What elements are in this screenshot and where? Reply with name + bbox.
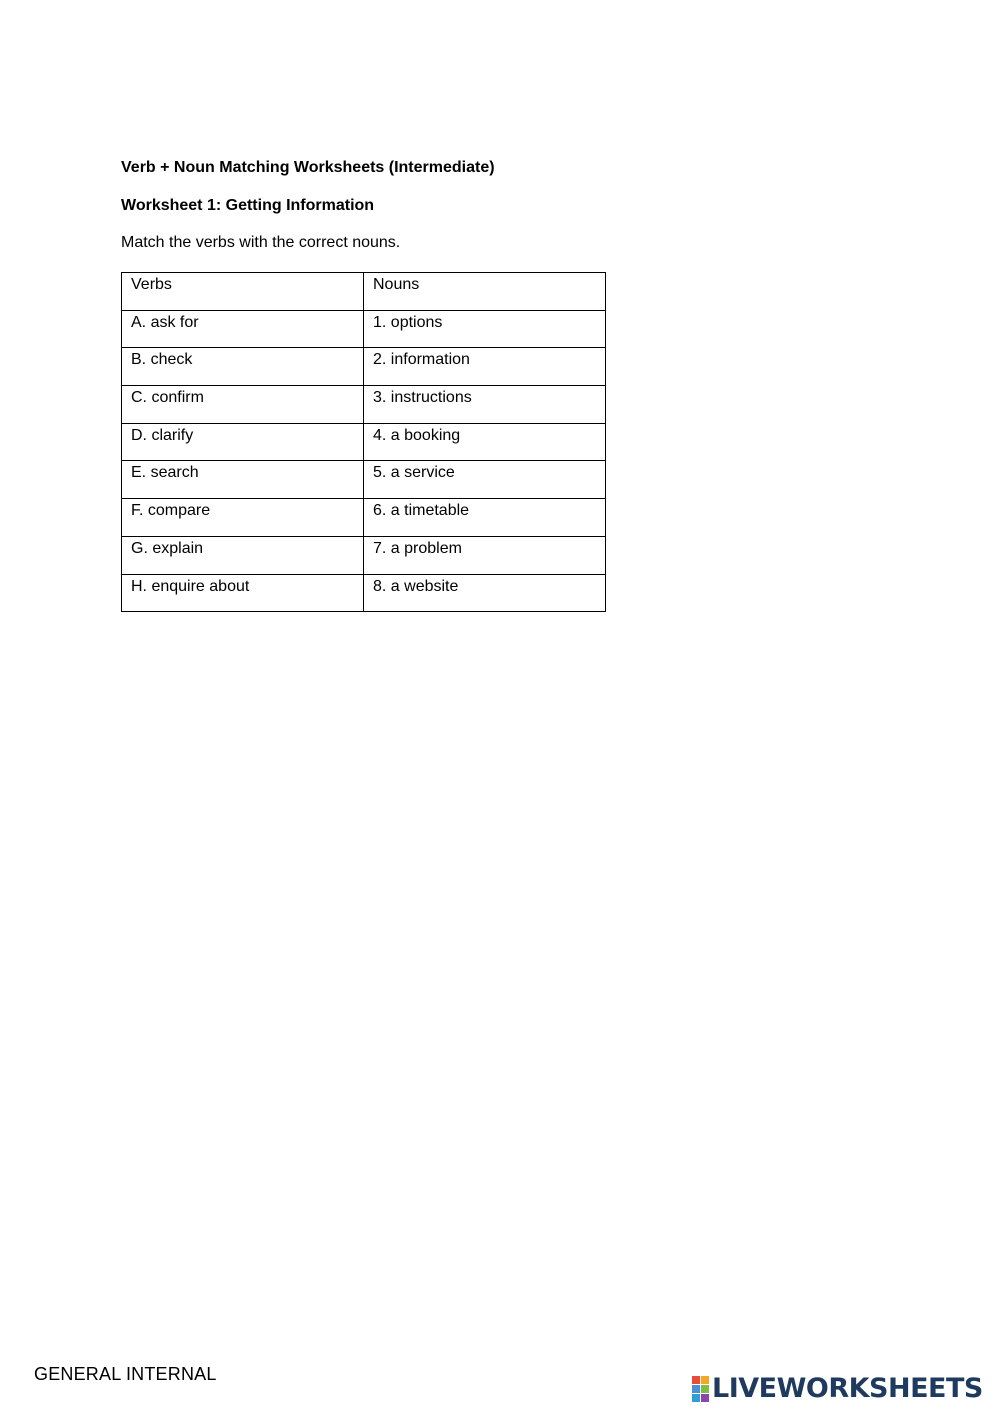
table-row <box>122 499 606 537</box>
logo-square <box>701 1376 709 1384</box>
verb-cell: F. compare <box>122 499 364 537</box>
matching-table <box>121 272 606 612</box>
logo-square <box>692 1394 700 1402</box>
logo-square <box>701 1385 709 1393</box>
noun-cell: 4. a booking <box>364 423 606 461</box>
verb-cell: H. enquire about <box>122 574 364 612</box>
table-row <box>122 310 606 348</box>
table-row <box>122 536 606 574</box>
logo-wordmark: LIVEWORKSHEETS <box>712 1373 983 1404</box>
noun-cell: 6. a timetable <box>364 499 606 537</box>
table-row <box>122 574 606 612</box>
logo-square <box>692 1385 700 1393</box>
classification-label: GENERAL INTERNAL <box>34 1364 217 1384</box>
liveworksheets-logo-icon <box>692 1376 709 1402</box>
noun-cell: 5. a service <box>364 461 606 499</box>
verb-cell: B. check <box>122 348 364 386</box>
instructions-text: Match the verbs with the correct nouns. <box>121 234 401 251</box>
table-header-row <box>122 273 606 311</box>
verb-cell: E. search <box>122 461 364 499</box>
verb-cell: C. confirm <box>122 386 364 424</box>
table-row <box>122 461 606 499</box>
noun-cell: 3. instructions <box>364 386 606 424</box>
header-nouns: Nouns <box>364 273 606 311</box>
noun-cell: 1. options <box>364 310 606 348</box>
worksheet-collection-title: Verb + Noun Matching Worksheets (Intermediate) <box>121 159 495 176</box>
liveworksheets-logo[interactable] <box>692 1374 983 1404</box>
noun-cell: 2. information <box>364 348 606 386</box>
table-row <box>122 386 606 424</box>
verb-cell: A. ask for <box>122 310 364 348</box>
noun-cell: 7. a problem <box>364 536 606 574</box>
verb-cell: G. explain <box>122 536 364 574</box>
logo-square <box>701 1394 709 1402</box>
noun-cell: 8. a website <box>364 574 606 612</box>
header-verbs: Verbs <box>122 273 364 311</box>
logo-square <box>692 1376 700 1384</box>
worksheet-title: Worksheet 1: Getting Information <box>121 197 375 214</box>
verb-cell: D. clarify <box>122 423 364 461</box>
table-row <box>122 348 606 386</box>
table-row <box>122 423 606 461</box>
